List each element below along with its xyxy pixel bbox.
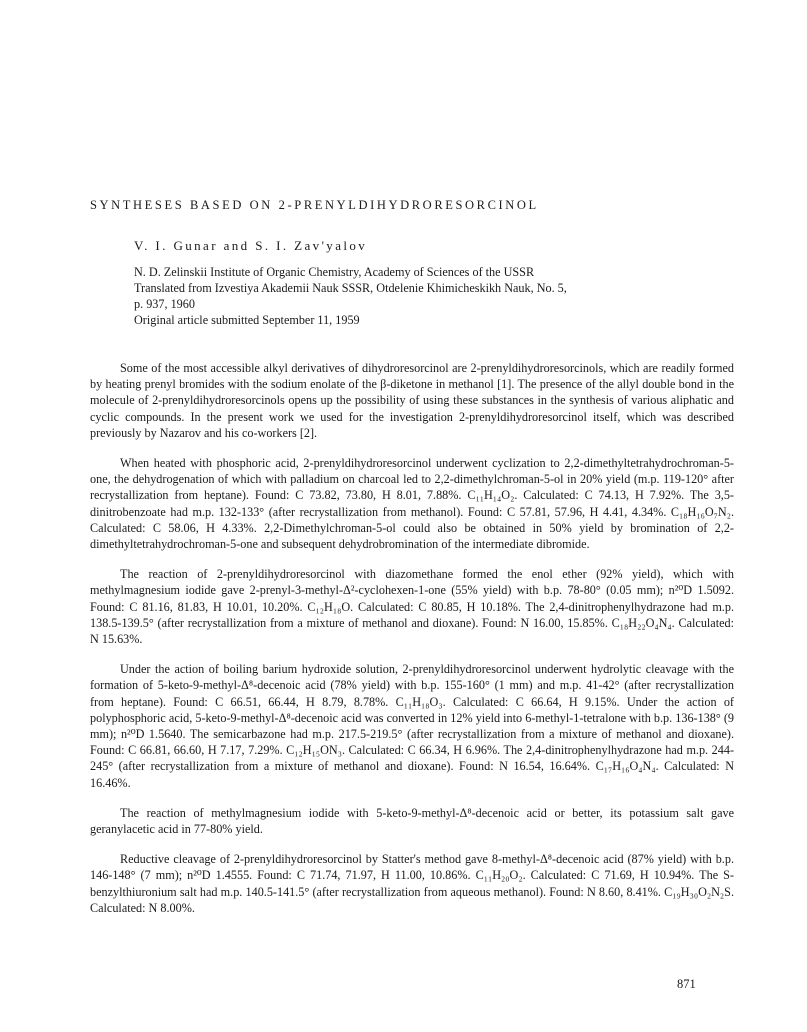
affiliation-block — [134, 264, 774, 328]
body-paragraph: Reductive cleavage of 2-prenyldihydroresorcinol by Statter's method gave 8-methyl-Δ⁸-decenoic acid (87% yield) with b.p. 146-148° (7 mm); n²⁰D 1.4555. Found: C 71.74, 71.97, H 11.00, 10.86%. C₁₁H₂₀O₂. Calculated: C 71.69, H 10.94%. The S-benzylthiuronium salt had m.p. 140.5-141.5° (after recrystallization from aqueous methanol). Found: N 8.60, 8.41%. C₁₉H₃₀O₂N₂S. Calculated: N 8.00%. — [90, 852, 734, 915]
body-paragraph: The reaction of methylmagnesium iodide with 5-keto-9-methyl-Δ⁸-decenoic acid or better, its potassium salt gave geranylacetic acid in 77-80% yield. — [90, 805, 734, 837]
translation-source-page: p. 937, 1960 — [134, 297, 195, 311]
article-authors: V. I. Gunar and S. I. Zav'yalov — [134, 238, 368, 253]
translation-source-line: Translated from Izvestiya Akademii Nauk SSSR, Otdelenie Khimicheskikh Nauk, No. 5, — [134, 281, 567, 295]
article-title: SYNTHESES BASED ON 2-PRENYLDIHYDRORESORCINOL — [90, 198, 539, 212]
submission-date-line: Original article submitted September 11, 1959 — [134, 313, 360, 327]
institute-line: N. D. Zelinskii Institute of Organic Chemistry, Academy of Sciences of the USSR — [134, 265, 535, 279]
page-number: 871 — [677, 977, 696, 991]
body-paragraph: The reaction of 2-prenyldihydroresorcinol with diazomethane formed the enol ether (92% yield), which with methylmagnesium iodide gave 2-prenyl-3-methyl-Δ²-cyclohexen-1-one (55% yield) with b.p. 78-80° (0.05 mm); n²⁰D 1.5092. Found: C 81.16, 81.83, H 10.01, 10.20%. C₁₂H₁₈O. Calculated: C 80.85, H 10.18%. The 2,4-dinitrophenylhydrazone had m.p. 138.5-139.5° (after recrystallization from a mixture of methanol and dioxane). Found: N 16.00, 15.85%. C₁₈H₂₂O₄N₄. Calculated: N 15.63%. — [90, 567, 734, 647]
body-paragraph: Under the action of boiling barium hydroxide solution, 2-prenyldihydroresorcinol underwent hydrolytic cleavage with the formation of 5-keto-9-methyl-Δ⁸-decenoic acid (78% yield) with b.p. 155-160° (1 mm) and m.p. 41-42° (after recrystallization from heptane). Found: C 66.51, 66.44, H 8.79, 8.78%. C₁₁H₁₈O₃. Calculated: C 66.64, H 9.15%. Under the action of polyphosphoric acid, 5-keto-9-methyl-Δ⁸-decenoic acid was converted in 12% yield into 6-methyl-1-tetralone with b.p. 136-138° (9 mm); n²⁰D 1.5640. The semicarbazone had m.p. 217.5-219.5° (after recrystallization from a mixture of methanol and dioxane). Found: C 66.81, 66.60, H 7.17, 7.29%. C₁₂H₁₅ON₃. Calculated: C 66.34, H 6.96%. The 2,4-dinitrophenylhydrazone had m.p. 244-245° (after recrystallization from a mixture of methanol and dioxane). Found: N 16.54, 16.64%. C₁₇H₁₆O₄N₄. Calculated: N 16.46%. — [90, 662, 734, 790]
body-paragraph: When heated with phosphoric acid, 2-prenyldihydroresorcinol underwent cyclization to 2,2-dimethyltetrahydrochroman-5-one, the dehydrogenation of which with palladium on charcoal led to 2,2-dimethylchroman-5-ol in 20% yield (m.p. 119-120° after recrystallization from heptane). Found: C 73.82, 73.80, H 8.01, 7.88%. C₁₁H₁₄O₂. Calculated: C 74.13, H 7.92%. The 3,5-dinitrobenzoate had m.p. 132-133° (after recrystallization from methanol). Found: C 57.81, 57.96, H 4.41, 4.34%. C₁₈H₁₆O₇N₂. Calculated: C 58.06, H 4.33%. 2,2-Dimethylchroman-5-ol could also be obtained in 50% yield by bromination of 2,2-dimethyltetrahydrochroman-5-one and subsequent dehydrobromination of the intermediate dibromide. — [90, 456, 734, 552]
body-paragraph: Some of the most accessible alkyl derivatives of dihydroresorcinol are 2-prenyldihydroresorcinols, which are readily formed by heating prenyl bromides with the sodium enolate of the β-diketone in methanol [1]. The presence of the allyl double bond in the molecule of 2-prenyldihydroresorcinols opens up the possibility of using these substances in the synthesis of various aliphatic and cyclic compounds. In the present work we used for the investigation 2-prenyldihydroresorcinol itself, which was described previously by Nazarov and his co-workers [2]. — [90, 361, 734, 440]
article-body — [90, 360, 734, 930]
